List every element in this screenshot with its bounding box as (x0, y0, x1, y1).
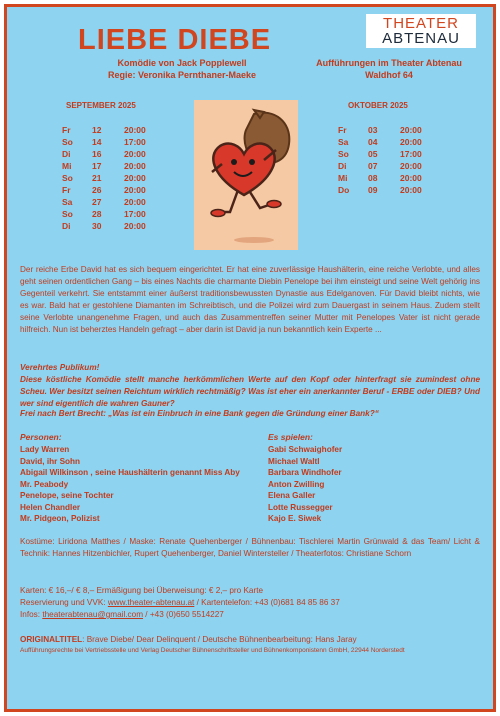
date-date: 07 (368, 161, 378, 171)
date-day: So (62, 137, 73, 147)
role-item: Penelope, seine Tochter (20, 491, 114, 500)
actor-item: Kajo E. Siwek (268, 514, 322, 523)
date-day: So (62, 209, 73, 219)
date-row (338, 184, 438, 196)
role-item: David, ihr Sohn (20, 456, 81, 466)
role-item: Mr. Peabody (20, 479, 69, 489)
date-row (338, 136, 438, 148)
date-time: 20:00 (400, 161, 422, 171)
date-date: 14 (92, 137, 102, 147)
reservation-line (20, 597, 480, 609)
date-row (338, 148, 438, 160)
date-row (62, 196, 162, 208)
actor-item: Elena Galler (268, 491, 316, 500)
date-time: 20:00 (400, 173, 422, 183)
actors-heading: Es spielen: (268, 432, 313, 442)
date-time: 17:00 (400, 149, 422, 159)
original-title-text: : Brave Diebe/ Dear Delinquent / Deutsche Bühnenbearbeitung: Hans Jaray (82, 635, 357, 644)
date-day: So (62, 173, 73, 183)
date-day: Di (62, 149, 71, 159)
date-time: 20:00 (124, 149, 146, 159)
actors-list (268, 444, 468, 525)
subtitle: Komödie von Jack Popplewell (117, 58, 247, 68)
date-day: Fr (62, 185, 71, 195)
page-title: LIEBE DIEBE (78, 24, 272, 56)
date-time: 20:00 (400, 137, 422, 147)
date-day: So (338, 149, 349, 159)
date-date: 30 (92, 221, 102, 231)
september-heading: SEPTEMBER 2025 (66, 101, 136, 110)
heart-thief-illustration (194, 100, 298, 250)
date-row (62, 148, 162, 160)
venue-line-1: Aufführungen im Theater Abtenau (316, 58, 462, 68)
actor-item: Barbara Windhofer (268, 468, 342, 477)
date-time: 20:00 (400, 185, 422, 195)
date-row (62, 184, 162, 196)
rights-notice: Aufführungsrechte bei Vertriebsstelle und Verlag Deutscher Bühnenschriftsteller und Bühnenkomponistenn GmbH, 22944 Norderstedt (20, 647, 405, 654)
ticket-prices: Karten: € 16,–/ € 8,– Ermäßigung bei Überweisung: € 2,– pro Karte (20, 586, 264, 595)
date-time: 17:00 (124, 209, 146, 219)
date-day: Sa (62, 197, 73, 207)
date-row (62, 136, 162, 148)
date-row (338, 172, 438, 184)
original-title-line (20, 634, 480, 646)
date-day: Di (62, 221, 71, 231)
october-schedule (338, 124, 438, 196)
date-time: 20:00 (124, 185, 146, 195)
roles-heading: Personen: (20, 432, 62, 442)
info-line (20, 609, 480, 621)
date-row (62, 220, 162, 232)
info-label: Infos: (20, 610, 43, 619)
date-date: 16 (92, 149, 102, 159)
website-link[interactable]: www.theater-abtenau.at (107, 598, 195, 607)
role-item: Mr. Pidgeon, Polizist (20, 514, 100, 523)
date-day: Do (338, 185, 350, 195)
audience-text: Diese köstliche Komödie stellt manche herkömmlichen Werte auf den Kopf oder hinterfragt sie zumindest ohne Scheu. Wer besitzt seinen Reichtum wirklich rechtmäßig? Was ist eher ein anerkannter Beruf - ERBE oder DIEB? Und wer sind eigentlich die wahren Gauner? (20, 375, 480, 408)
september-schedule (62, 124, 162, 232)
credits: Kostüme: Liridona Matthes / Maske: Renate Quehenberger / Bühnenbau: Tischlerei Martin Grünwald & das Team/ Licht & Technik: Hannes Hitzenbichler, Rupert Quehenberger, Daniel Wintersteller / Theaterfotos: Christiane Schorn (20, 537, 480, 558)
brecht-quote: Frei nach Bert Brecht: „Was ist ein Einbruch in eine Bank gegen die Gründung einer Bank?“ (20, 409, 379, 418)
date-row (62, 208, 162, 220)
date-time: 20:00 (400, 125, 422, 135)
date-day: Sa (338, 137, 349, 147)
synopsis: Der reiche Erbe David hat es sich bequem eingerichtet. Er hat eine zuverlässige Haushälterin, eine reiche Verlobte, und alles geht seinen ordentlichen Gang – bis eines Nachts die charmante Diebin Penelope bei ihm einsteigt und seine Welt gehörig ins Gegenteil verkehrt. Sie entstammt einer äußerst traditionsbewussten Dynastie aus Edelganoven. Für David bleibt nichts, wie es war. Bald hat er gestohlene Diamanten im Schreibtisch, und die Polizei wird zum Dauergast in seinem Haus. Zudem stellt seine Verlobte unangenehme Fragen, und auch das Zusammentreffen seiner Mutter mit Penelopes Vater ist nicht gerade hilfreich. Nun ist beherztes Handeln gefragt – aber darin ist David ja nun bekanntlich kein Experte ... (20, 265, 480, 334)
role-item: Lady Warren (20, 445, 70, 454)
date-date: 28 (92, 209, 102, 219)
date-time: 20:00 (124, 221, 146, 231)
date-time: 20:00 (124, 173, 146, 183)
reservation-label: Reservierung und VVK: (20, 598, 108, 607)
original-title-label: ORIGINALTITEL (20, 635, 83, 644)
date-time: 17:00 (124, 137, 146, 147)
actor-item: Gabi Schwaighofer (268, 445, 343, 454)
actor-item: Michael Waltl (268, 456, 320, 466)
date-date: 17 (92, 161, 102, 171)
director: Regie: Veronika Pernthaner-Maeke (107, 70, 257, 80)
actor-item: Lotte Russegger (268, 502, 333, 512)
date-date: 04 (368, 137, 378, 147)
date-day: Fr (62, 125, 71, 135)
date-date: 27 (92, 197, 102, 207)
date-row (338, 160, 438, 172)
date-row (338, 124, 438, 136)
date-time: 20:00 (124, 197, 146, 207)
date-date: 12 (92, 125, 102, 135)
ticket-phone: / Kartentelefon: +43 (0)681 84 85 86 37 (194, 598, 340, 607)
actor-item: Anton Zwilling (268, 479, 325, 489)
date-date: 09 (368, 185, 378, 195)
date-row (62, 160, 162, 172)
date-date: 03 (368, 125, 378, 135)
date-day: Mi (62, 161, 72, 171)
date-day: Di (338, 161, 347, 171)
logo-line-2: ABTENAU (382, 30, 460, 47)
heart-thief-icon (194, 100, 298, 250)
date-time: 20:00 (124, 161, 146, 171)
date-time: 20:00 (124, 125, 146, 135)
audience-greeting: Verehrtes Publikum! (20, 363, 100, 372)
october-heading: OKTOBER 2025 (348, 101, 408, 110)
role-item: Abigail Wilkinson , seine Haushälterin genannt Miss Aby (20, 468, 240, 477)
date-date: 21 (92, 173, 102, 183)
roles-list (20, 444, 265, 525)
logo-line-1: THEATER (383, 15, 459, 32)
date-date: 08 (368, 173, 378, 183)
theater-logo (366, 14, 476, 48)
date-day: Fr (338, 125, 347, 135)
date-row (62, 172, 162, 184)
info-phone: / +43 (0)650 5514227 (143, 610, 224, 619)
date-date: 26 (92, 185, 102, 195)
date-day: Mi (338, 173, 348, 183)
date-date: 05 (368, 149, 378, 159)
date-row (62, 124, 162, 136)
email-link[interactable]: theaterabtenau@gmail.com (42, 610, 144, 619)
role-item: Helen Chandler (20, 502, 81, 512)
venue-line-2: Waldhof 64 (365, 70, 413, 80)
